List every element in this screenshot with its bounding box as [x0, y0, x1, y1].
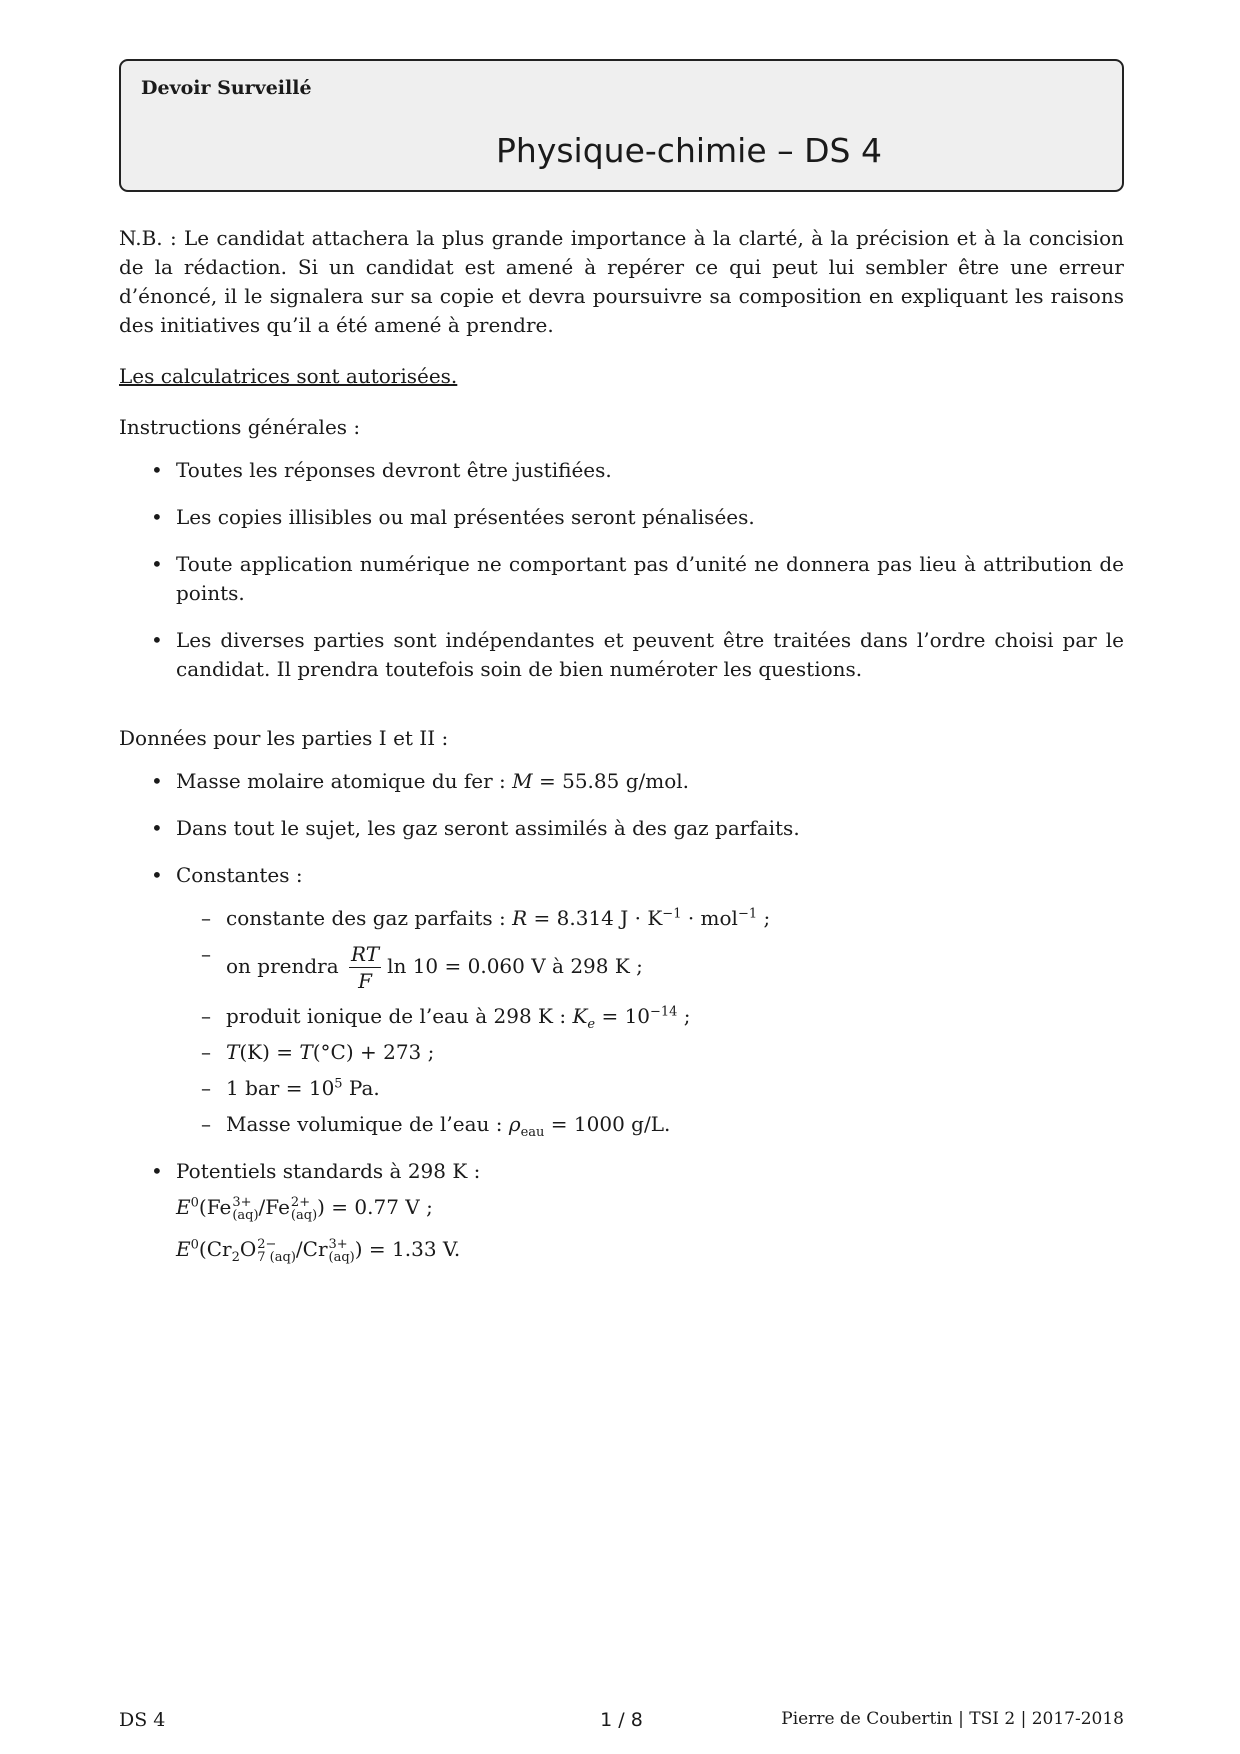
footer-doc-label: DS 4: [119, 1709, 166, 1731]
constantes-list: [176, 904, 1124, 1139]
list-item: • Les diverses parties sont indépendantes et peuvent être traitées dans l’ordre choisi par le candidat. Il prendra toutefois soin de bien numéroter les questions.: [119, 626, 1124, 684]
list-item-gaz-parfaits: • Dans tout le sujet, les gaz seront assimilés à des gaz parfaits.: [119, 814, 1124, 843]
donnees-label: Données pour les parties I et II :: [119, 726, 449, 750]
list-item: • Toutes les réponses devront être justifiées.: [119, 456, 1124, 485]
constant-rtf: – on prendra $\frac{RT}{F}$ ln 10 = 0.060 V à 298 K ;: [176, 940, 1124, 995]
fraction-rt-f: $\frac{RT}{F}$: [351, 942, 380, 993]
calculators-note: Les calculatrices sont autorisées.: [119, 364, 458, 388]
constant-temperature: – T(K) = T(°C) + 273 ;: [176, 1038, 1124, 1067]
constant-ke: – produit ionique de l’eau à 298 K : $K_e = 10^{-14}$ ;: [176, 1002, 1124, 1031]
list-item: • Toute application numérique ne comportant pas d’unité ne donnera pas lieu à attribution de points.: [119, 550, 1124, 608]
footer-institution: Pierre de Coubertin | TSI 2 | 2017-2018: [781, 1709, 1124, 1729]
list-item-constantes: [119, 861, 1124, 1139]
nb-paragraph: N.B. : Le candidat attachera la plus grande importance à la clarté, à la précision et à la concision de la rédaction. Si un candidat est amené à repérer ce qui peut lui sembler être une erreur d’énoncé, il le signalera sur sa copie et devra poursuivre sa composition en expliquant les raisons des initiatives qu’il a été amené à prendre.: [119, 226, 1124, 337]
page-title: Physique-chimie – DS 4: [496, 131, 882, 170]
constant-rho: – Masse volumique de l’eau : $\rho_{eau} = 1000$ g/L.: [176, 1110, 1124, 1139]
list-item: • Les copies illisibles ou mal présentées seront pénalisées.: [119, 503, 1124, 532]
constant-r: – constante des gaz parfaits : R = 8.314 $J \cdot K^{-1} \cdot mol^{-1}$ ;: [176, 904, 1124, 933]
header-box: [119, 59, 1124, 192]
content: [119, 224, 1124, 1288]
page-number: 1 / 8: [600, 1709, 643, 1731]
instructions-label: Instructions générales :: [119, 415, 361, 439]
potential-cr: $E^0(Cr_2O$ 2− 7 (aq) /Cr 3+ (aq) ) = 1.33 V.: [176, 1236, 461, 1265]
list-item-masse-molaire: • Masse molaire atomique du fer : M = 55.85 g/mol.: [119, 767, 1124, 796]
donnees-list: [119, 767, 1124, 1270]
potential-fe: $E^0(Fe$ 3+ (aq) /Fe 2+ (aq) ) = 0.77 V ;: [176, 1194, 433, 1223]
list-item-potentiels: [119, 1157, 1124, 1270]
instructions-list: [119, 456, 1124, 684]
potentiels-label: Potentiels standards à 298 K :: [176, 1159, 481, 1183]
constantes-label: Constantes :: [176, 863, 303, 887]
doc-type-label: Devoir Surveillé: [141, 77, 312, 99]
constant-bar: – 1 bar = $10^5$ Pa.: [176, 1074, 1124, 1103]
